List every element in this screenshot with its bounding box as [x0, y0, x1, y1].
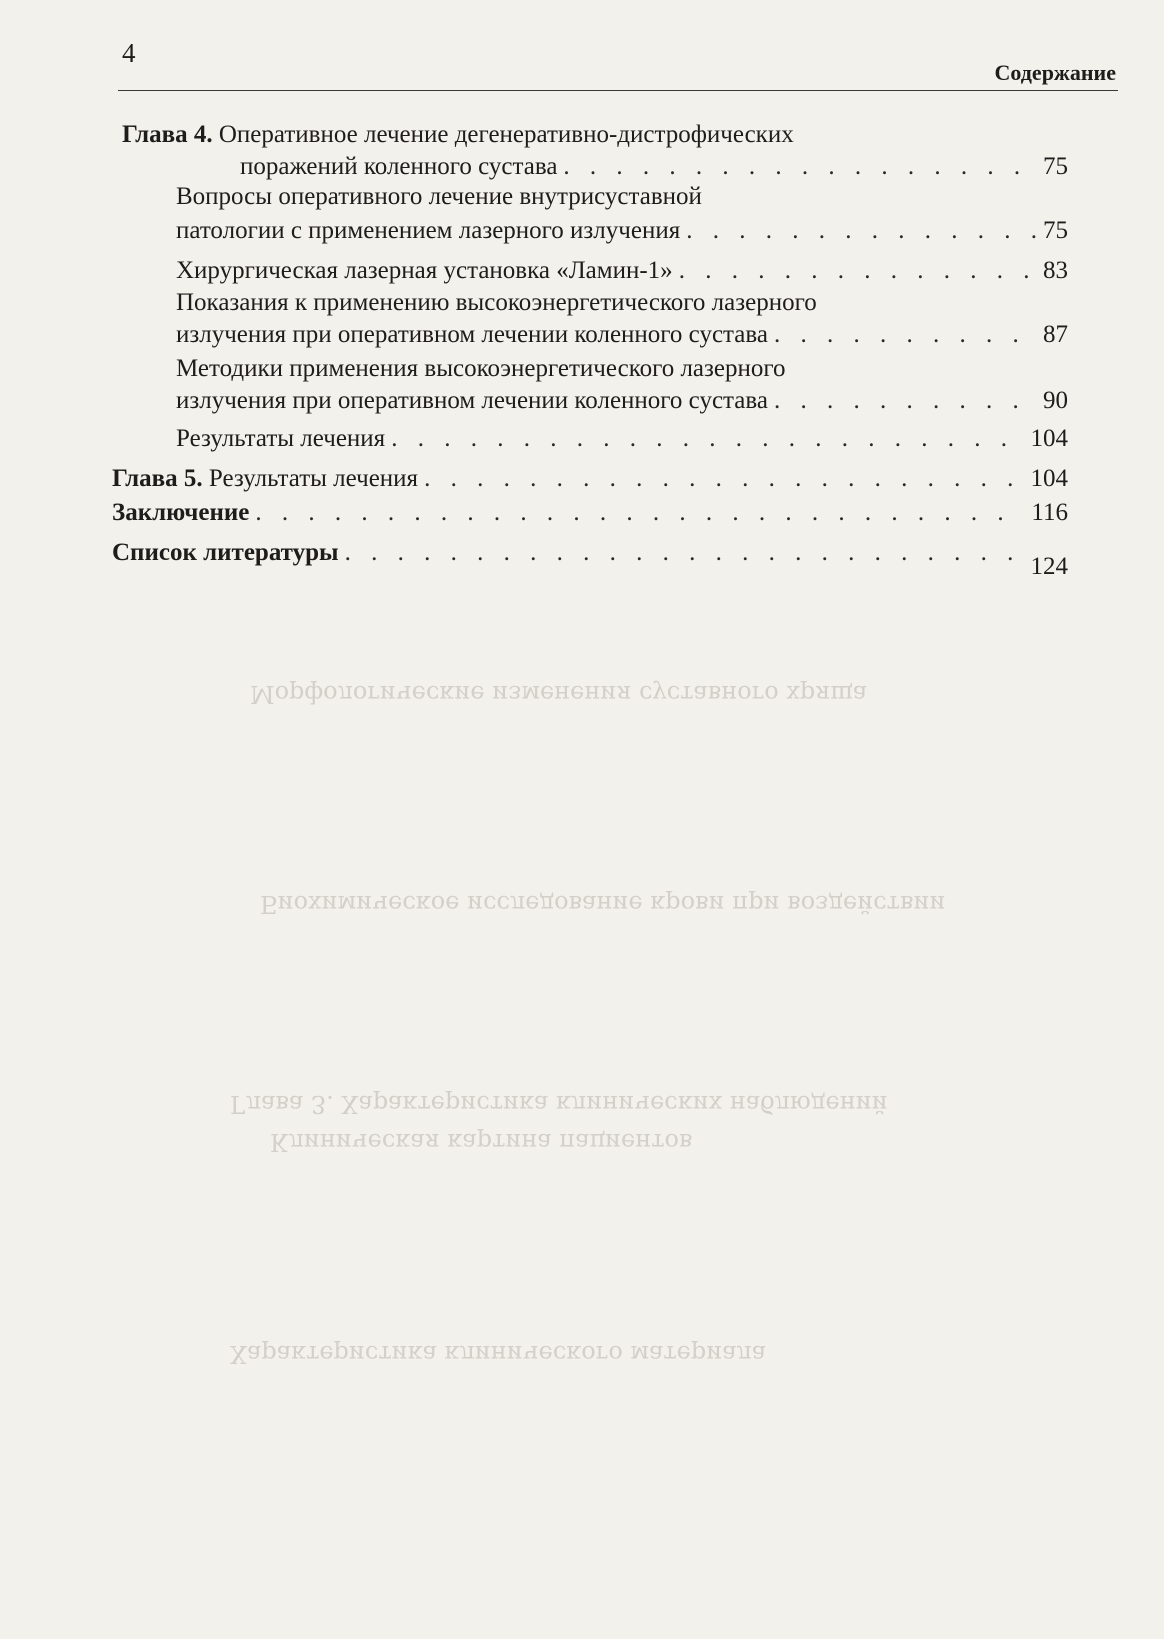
- toc-entry-results[interactable]: [176, 422, 1068, 456]
- toc-entry-bibliography[interactable]: [112, 536, 1068, 580]
- toc-entry-label: Результаты лечения: [176, 425, 386, 452]
- dot-leader: [774, 384, 1037, 418]
- dot-leader: [424, 462, 1024, 496]
- show-through-text: Клиническая картина пациентов: [270, 1128, 693, 1156]
- toc-entry-line1: Показания к применению высокоэнергетического лазерного: [176, 289, 817, 316]
- toc-entry-chapter-4-line1: [122, 118, 794, 152]
- toc-entry-methods[interactable]: [176, 384, 1068, 418]
- chapter-prefix: Глава 4.: [122, 121, 213, 148]
- toc-page-number: 75: [1043, 153, 1068, 180]
- dot-leader: [345, 536, 1025, 570]
- toc-entry-lamin-1[interactable]: [176, 254, 1068, 288]
- toc-entry-chapter-4[interactable]: [240, 150, 1068, 184]
- toc-page-number: 87: [1043, 321, 1068, 348]
- show-through-text: Характеристика клинического материала: [230, 1340, 767, 1368]
- toc-entry-line1: Вопросы оперативного лечение внутрисуставной: [176, 183, 702, 210]
- toc-page-number: 116: [1031, 499, 1068, 526]
- toc-entry-conclusion[interactable]: [112, 496, 1068, 530]
- running-header: Содержание: [994, 60, 1116, 85]
- header-rule: [118, 90, 1118, 91]
- dot-leader: [255, 496, 1025, 530]
- toc-page-number: 104: [1030, 465, 1068, 492]
- toc-entry-laser-pathology[interactable]: [176, 214, 1068, 248]
- dot-leader: [679, 254, 1037, 288]
- show-through-text: Глава 3. Характеристика клинических наблюдений: [230, 1090, 888, 1118]
- toc-entry-indications[interactable]: [176, 318, 1068, 352]
- chapter-title: Результаты лечения: [202, 465, 419, 492]
- toc-entry-label: Заключение: [112, 499, 250, 526]
- show-through-text: Биохимическое исследование крови при воздействии: [260, 890, 946, 918]
- dot-leader: [774, 318, 1037, 352]
- toc-entry-chapter-5[interactable]: [112, 462, 1068, 496]
- toc-page-number: 90: [1043, 387, 1068, 414]
- toc-page-number: 104: [1030, 425, 1068, 452]
- chapter-title: Оперативное лечение дегенеративно-дистрофических: [212, 121, 794, 148]
- toc-page-number: 83: [1043, 257, 1068, 284]
- toc-entry-line1: Методики применения высокоэнергетического лазерного: [176, 355, 786, 382]
- toc-entry-label: [112, 462, 418, 496]
- dot-leader: [391, 422, 1024, 456]
- toc-entry-label: поражений коленного сустава: [240, 153, 558, 180]
- chapter-prefix: Глава 5.: [112, 465, 203, 492]
- show-through-text: Морфологические изменения суставного хряща: [250, 680, 868, 708]
- dot-leader: [686, 214, 1037, 248]
- toc-entry-label: Список литературы: [112, 539, 339, 566]
- page-number: 4: [122, 38, 136, 68]
- toc-page-number: 75: [1043, 217, 1068, 244]
- toc-entry-label: патологии с применением лазерного излучения: [176, 217, 681, 244]
- toc-entry-label: излучения при оперативном лечении коленного сустава: [176, 387, 768, 414]
- toc-page-number: 124: [1030, 553, 1068, 580]
- toc-entry-label: Хирургическая лазерная установка «Ламин-1»: [176, 257, 673, 284]
- dot-leader: [563, 150, 1037, 184]
- toc-entry-label: излучения при оперативном лечении коленного сустава: [176, 321, 768, 348]
